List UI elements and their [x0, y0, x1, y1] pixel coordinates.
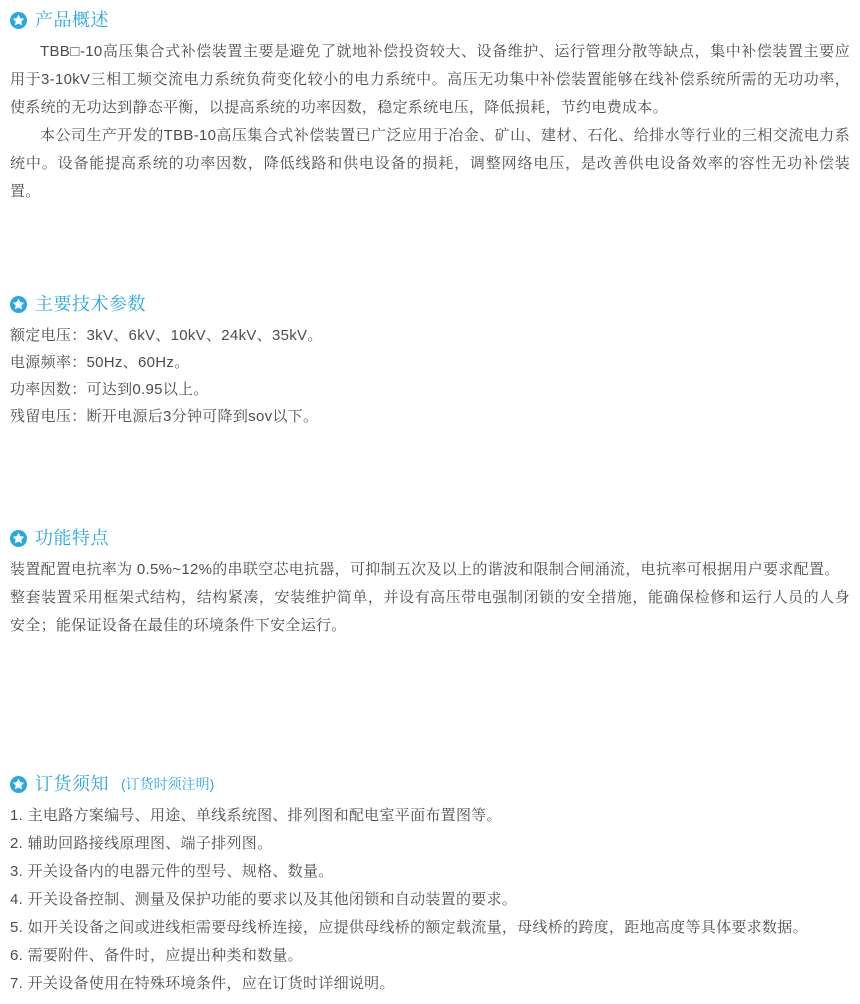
star-circle-icon [10, 296, 27, 313]
overview-paragraph-1: TBB□-10高压集合式补偿装置主要是避免了就地补偿投资较大、设备维护、运行管理分散等缺点，集中补偿装置主要应用于3-10kV三相工频交流电力系统负荷变化较小的电力系统中。高压无功集中补偿装置能够在线补偿系统所需的无功功率，使系统的无功达到静态平衡，以提高系统的功率因数，稳定系统电压，降低损耗，节约电费成本。 [10, 43, 850, 116]
ordering-item-2: 2. 辅助回路接线原理图、端子排列图。 [10, 835, 273, 852]
ordering-item-1: 1. 主电路方案编号、用途、单线系统图、排列图和配电室平面布置图等。 [10, 807, 502, 824]
section-title-note: (订货时须注明) [121, 776, 215, 792]
star-circle-icon [10, 12, 27, 29]
section-title: 功能特点 [35, 528, 109, 548]
ordering-item-3: 3. 开关设备内的电器元件的型号、规格、数量。 [10, 863, 334, 880]
overview-paragraph-2: 本公司生产开发的TBB-10高压集合式补偿装置已广泛应用于冶金、矿山、建材、石化、给排水等行业的三相交流电力系统中。设备能提高系统的功率因数，降低线路和供电设备的损耗，调整网络电压，是改善供电设备效率的容性无功补偿装置。 [10, 127, 850, 200]
section-header [10, 292, 850, 316]
features-paragraph-2: 整套装置采用框架式结构，结构紧凑，安装维护简单，并设有高压带电强制闭锁的安全措施，能确保检修和运行人员的人身安全；能保证设备在最佳的环境条件下安全运行。 [10, 589, 850, 634]
parameter-item-residual-voltage: 残留电压：断开电源后3分钟可降到sov以下。 [10, 408, 319, 425]
section-header [10, 8, 850, 32]
features-paragraph-1: 装置配置电抗率为 0.5%~12%的串联空芯电抗器，可抑制五次及以上的谐波和限制合闸涌流，电抗率可根据用户要求配置。 [10, 561, 840, 578]
parameter-list [10, 322, 850, 430]
section-header [10, 772, 850, 796]
section-product-overview [10, 8, 850, 206]
section-title: 订货须知 [35, 774, 109, 794]
section-header [10, 526, 850, 550]
star-circle-icon [10, 776, 27, 793]
ordering-item-7: 7. 开关设备使用在特殊环境条件，应在订货时详细说明。 [10, 975, 395, 992]
parameter-item-power-factor: 功率因数：可达到0.95以上。 [10, 381, 209, 398]
section-tech-parameters [10, 292, 850, 430]
star-circle-icon [10, 530, 27, 547]
section-features [10, 526, 850, 640]
parameter-item-rated-voltage: 额定电压：3kV、6kV、10kV、24kV、35kV。 [10, 327, 323, 344]
ordering-item-4: 4. 开关设备控制、测量及保护功能的要求以及其他闭锁和自动装置的要求。 [10, 891, 518, 908]
section-title: 主要技术参数 [35, 294, 146, 314]
ordering-list [10, 802, 850, 998]
ordering-item-5: 5. 如开关设备之间或进线柜需要母线桥连接，应提供母线桥的额定载流量，母线桥的跨度，距地高度等具体要求数据。 [10, 919, 808, 936]
section-title: 产品概述 [35, 10, 109, 30]
ordering-item-6: 6. 需要附件、备件时，应提出种类和数量。 [10, 947, 303, 964]
parameter-item-frequency: 电源频率：50Hz、60Hz。 [10, 354, 190, 371]
section-ordering-notes [10, 772, 850, 998]
